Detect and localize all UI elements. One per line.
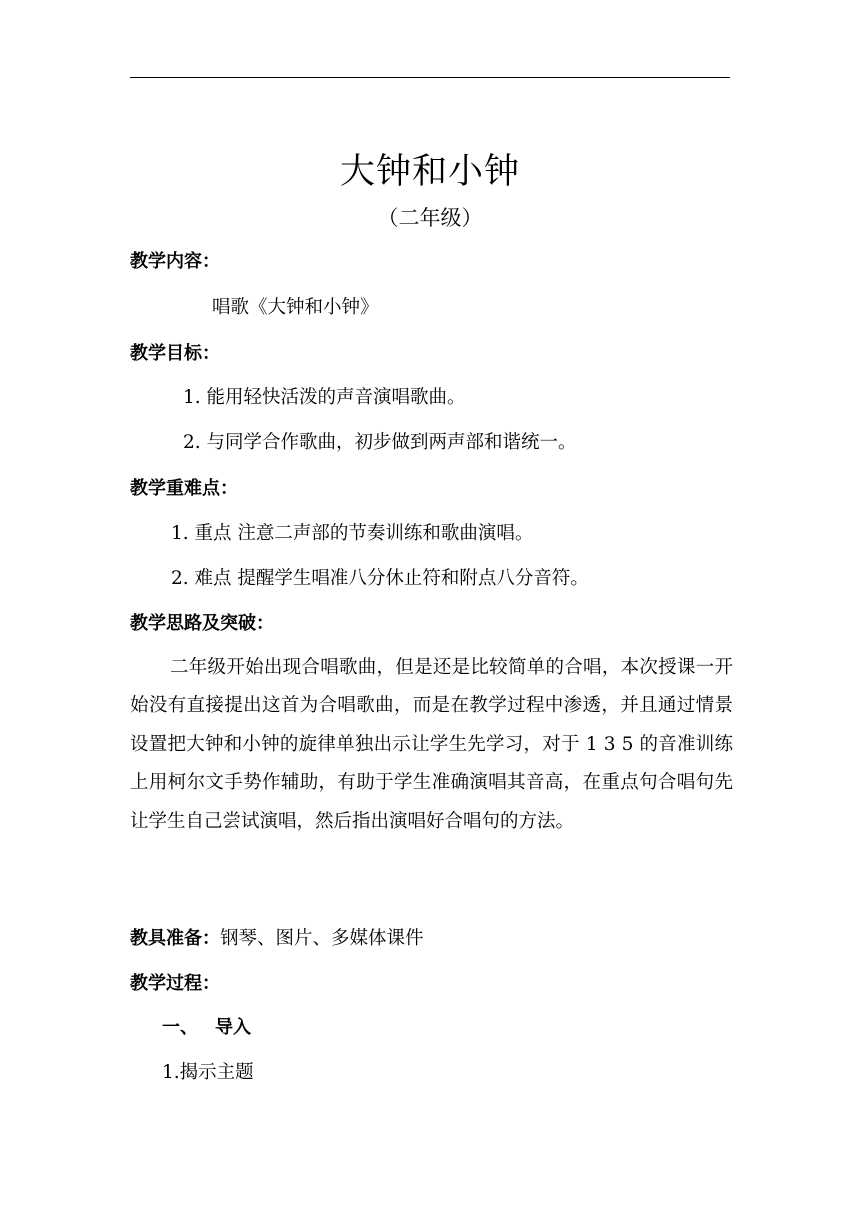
goal-item: 1. 能用轻快活泼的声音演唱歌曲。 (183, 387, 466, 408)
header-rule (130, 77, 730, 78)
materials-line (130, 925, 424, 953)
document-subtitle: （二年级） (377, 206, 483, 230)
approach-paragraph: 二年级开始出现合唱歌曲，但是还是比较简单的合唱，本次授课一开始没有直接提出这首为合唱歌曲，而是在教学过程中渗透，并且通过情景设置把大钟和小钟的旋律单独出示让学生先学习，对于 1 3 5 的音准训练上用柯尔文手势作辅助，有助于学生准确演唱其音高，在重点句合唱句先让学生自己尝试演唱，然后指出演唱好合唱句的方法。 (130, 657, 733, 832)
process-step-number: 一、 (162, 1017, 198, 1038)
process-step-label: 导入 (215, 1017, 251, 1038)
content-body: 唱歌《大钟和小钟》 (212, 297, 379, 318)
document-title: 大钟和小钟 (339, 152, 520, 192)
keypoint-item: 2. 难点 提醒学生唱准八分休止符和附点八分音符。 (171, 568, 589, 589)
materials-heading: 教具准备： (130, 928, 220, 949)
keypoints-heading: 教学重难点： (130, 478, 238, 499)
goals-heading: 教学目标： (130, 343, 220, 364)
process-heading: 教学过程： (130, 973, 220, 994)
goal-item: 2. 与同学合作歌曲，初步做到两声部和谐统一。 (183, 432, 577, 453)
materials-body: 钢琴、图片、多媒体课件 (220, 928, 424, 949)
process-substep: 1.揭示主题 (162, 1062, 254, 1083)
keypoint-item: 1. 重点 注意二声部的节奏训练和歌曲演唱。 (171, 523, 534, 544)
approach-heading: 教学思路及突破： (130, 613, 274, 634)
content-heading: 教学内容： (130, 251, 220, 272)
